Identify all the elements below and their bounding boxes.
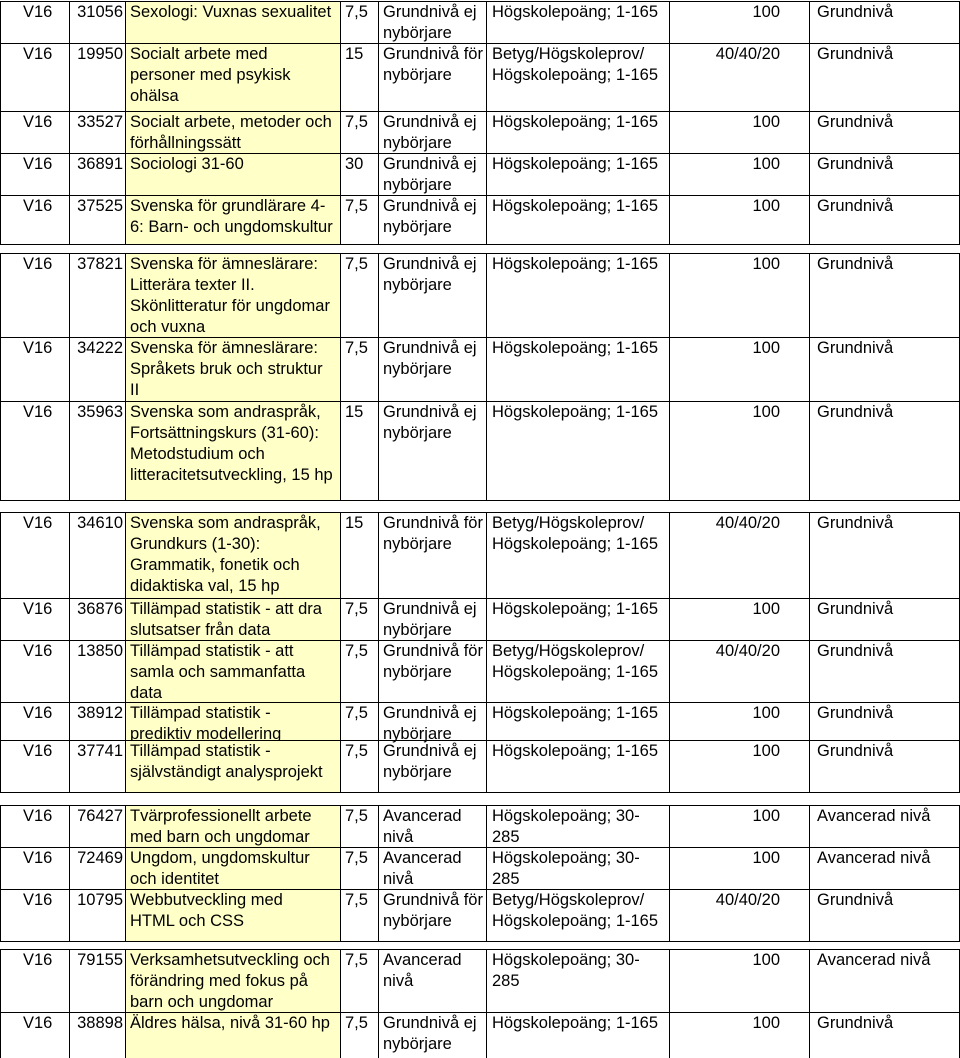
grading-cell-line: Betyg/Högskoleprov/ [492,45,645,63]
term-cell: V16 [0,44,70,112]
level-short-cell: Avancerad nivå [810,848,960,890]
points-cell: 100 [670,1013,810,1058]
term-cell: V16 [0,703,70,741]
course-name-cell-line: Tvärprofessionellt arbete [130,807,312,825]
grading-cell-line: 285 [492,870,520,888]
grading-cell [487,1013,670,1058]
level-cell [379,196,487,244]
course-name-cell [126,848,341,890]
level-cell-line: Avancerad [383,849,462,867]
table-row [0,1,960,44]
course-name-cell-line: Ungdom, ungdomskultur [130,849,310,867]
course-name-cell [126,1013,341,1058]
points-cell: 40/40/20 [670,513,810,599]
level-cell [379,848,487,890]
course-code-cell: 34610 [70,513,126,599]
level-cell-line: nybörjare [383,763,452,781]
course-name-cell-line: II [130,381,140,399]
grading-cell [487,402,670,500]
level-cell-line: Grundnivå för [383,891,483,909]
grading-cell-line: 285 [492,972,520,990]
course-name-cell-line: Svenska för ämneslärare: [130,339,319,357]
points-cell: 100 [670,338,810,402]
course-code-cell: 33527 [70,112,126,154]
level-cell-line: Grundnivå ej [383,600,477,618]
course-name-cell-line: Socialt arbete, metoder och [130,113,332,131]
grading-cell-line: Högskolepoäng; 30- [492,849,640,867]
term-cell: V16 [0,806,70,848]
points-cell: 100 [670,154,810,196]
course-code-cell: 36876 [70,599,126,641]
grading-cell [487,641,670,703]
points-cell: 100 [670,806,810,848]
grading-cell-line: Högskolepoäng; 1-165 [492,403,659,421]
table-row [0,1012,960,1058]
level-cell-line: nybörjare [383,134,452,152]
table-row [0,153,960,196]
course-name-cell-line: förändring med fokus på [130,972,308,990]
level-short-cell: Grundnivå [810,154,960,196]
course-name-cell-line: Svenska som andraspråk, [130,514,321,532]
level-short-cell: Grundnivå [810,1013,960,1058]
term-cell: V16 [0,154,70,196]
course-name-cell [126,338,341,402]
level-cell [379,338,487,402]
grading-cell-line: Högskolepoäng; 1-165 [492,535,659,553]
level-cell-line: Grundnivå för [383,514,483,532]
points-cell: 40/40/20 [670,44,810,112]
course-name-cell [126,599,341,641]
table-row [0,740,960,793]
level-short-cell: Grundnivå [810,513,960,599]
course-name-cell-line: personer med psykisk [130,66,291,84]
level-cell-line: nybörjare [383,424,452,442]
level-cell [379,950,487,1013]
course-name-cell-line: barn och ungdomar [130,993,274,1011]
level-cell-line: Grundnivå för [383,45,483,63]
level-cell-line: nybörjare [383,66,452,84]
credits-cell: 7,5 [341,641,379,703]
level-cell-line: Grundnivå ej [383,3,477,21]
table-row [0,337,960,402]
course-name-cell-line: Grammatik, fonetik och [130,556,300,574]
table-row [0,847,960,890]
points-cell: 100 [670,741,810,792]
grading-cell-line: Högskolepoäng; 1-165 [492,1014,659,1032]
course-name-cell-line: Socialt arbete med [130,45,268,63]
points-cell: 100 [670,599,810,641]
credits-cell: 7,5 [341,890,379,941]
level-cell-line: nybörjare [383,621,452,639]
level-short-cell: Grundnivå [810,338,960,402]
course-name-cell [126,641,341,703]
course-name-cell [126,950,341,1013]
grading-cell [487,703,670,741]
grading-cell [487,599,670,641]
course-code-cell: 72469 [70,848,126,890]
course-name-cell-line: HTML och CSS [130,912,245,930]
course-code-cell: 34222 [70,338,126,402]
level-cell [379,402,487,500]
credits-cell: 7,5 [341,806,379,848]
points-cell: 40/40/20 [670,890,810,941]
level-cell [379,806,487,848]
level-cell-line: Avancerad [383,951,462,969]
grading-cell [487,513,670,599]
course-name-cell-line: Svenska för ämneslärare: [130,255,319,273]
level-cell-line: nybörjare [383,218,452,236]
level-cell-line: Grundnivå ej [383,403,477,421]
grading-cell [487,338,670,402]
credits-cell: 7,5 [341,196,379,244]
credits-cell: 7,5 [341,599,379,641]
term-cell: V16 [0,338,70,402]
level-cell [379,513,487,599]
level-cell-line: Grundnivå ej [383,1014,477,1032]
points-cell: 100 [670,254,810,338]
grading-cell-line: Högskolepoäng; 1-165 [492,339,659,357]
grading-cell-line: Högskolepoäng; 1-165 [492,742,659,760]
course-code-cell: 13850 [70,641,126,703]
course-name-cell-line: Tillämpad statistik - [130,742,271,760]
level-cell-line: Grundnivå ej [383,113,477,131]
course-code-cell: 37525 [70,196,126,244]
term-cell: V16 [0,1013,70,1058]
term-cell: V16 [0,196,70,244]
grading-cell [487,154,670,196]
course-name-cell-line: litteracitetsutveckling, 15 hp [130,466,333,484]
points-cell: 40/40/20 [670,641,810,703]
points-cell: 100 [670,703,810,741]
credits-cell: 7,5 [341,1013,379,1058]
term-cell: V16 [0,641,70,703]
table-row [0,949,960,1013]
level-short-cell: Grundnivå [810,112,960,154]
course-name-cell [126,2,341,44]
grading-cell [487,806,670,848]
term-cell: V16 [0,513,70,599]
level-cell-line: nybörjare [383,24,452,42]
level-cell-line: nybörjare [383,360,452,378]
credits-cell: 7,5 [341,2,379,44]
term-cell: V16 [0,890,70,941]
course-code-cell: 35963 [70,402,126,500]
course-name-cell-line: Verksamhetsutveckling och [130,951,330,969]
course-name-cell [126,254,341,338]
points-cell: 100 [670,112,810,154]
grading-cell [487,196,670,244]
level-cell [379,641,487,703]
grading-cell-line: Högskolepoäng; 30- [492,951,640,969]
course-name-cell-line: Fortsättningskurs (31-60): [130,424,319,442]
level-cell [379,599,487,641]
course-code-cell: 38912 [70,703,126,741]
grading-cell [487,741,670,792]
course-name-cell-line: slutsatser från data [130,621,271,639]
term-cell: V16 [0,599,70,641]
level-cell [379,703,487,741]
course-name-cell-line: samla och sammanfatta [130,663,306,681]
credits-cell: 15 [341,44,379,112]
course-code-cell: 76427 [70,806,126,848]
points-cell: 100 [670,2,810,44]
grading-cell [487,254,670,338]
grading-cell [487,2,670,44]
level-short-cell: Grundnivå [810,2,960,44]
points-cell: 100 [670,196,810,244]
level-cell [379,254,487,338]
course-name-cell-line: och vuxna [130,318,206,336]
level-cell-line: Grundnivå för [383,642,483,660]
table-row [0,111,960,154]
level-cell [379,112,487,154]
course-name-cell-line: Tillämpad statistik - att [130,642,294,660]
level-short-cell: Grundnivå [810,254,960,338]
level-cell [379,2,487,44]
grading-cell-line: Högskolepoäng; 1-165 [492,912,659,930]
table-row [0,195,960,245]
course-name-cell [126,890,341,941]
level-short-cell: Grundnivå [810,402,960,500]
grading-cell-line: Högskolepoäng; 1-165 [492,704,659,722]
table-row [0,401,960,501]
grading-cell [487,848,670,890]
level-short-cell: Avancerad nivå [810,950,960,1013]
grading-cell-line: Högskolepoäng; 1-165 [492,197,659,215]
course-name-cell-line: prediktiv modellering [130,725,282,741]
course-name-cell-line: och identitet [130,870,219,888]
grading-cell-line: Högskolepoäng; 1-165 [492,113,659,131]
level-cell-line: Grundnivå ej [383,255,477,273]
course-name-cell-line: Skönlitteratur för ungdomar [130,297,330,315]
level-cell-line: nybörjare [383,663,452,681]
course-name-cell-line: Sociologi 31-60 [130,155,244,173]
table-row [0,512,960,599]
term-cell: V16 [0,848,70,890]
credits-cell: 7,5 [341,741,379,792]
course-code-cell: 36891 [70,154,126,196]
course-name-cell-line: Litterära texter II. [130,276,255,294]
points-cell: 100 [670,950,810,1013]
level-cell-line: nybörjare [383,1035,452,1053]
term-cell: V16 [0,402,70,500]
course-name-cell-line: Grundkurs (1-30): [130,535,261,553]
grading-cell [487,950,670,1013]
points-cell: 100 [670,848,810,890]
course-name-cell [126,806,341,848]
grading-cell-line: Betyg/Högskoleprov/ [492,514,645,532]
grading-cell-line: Betyg/Högskoleprov/ [492,642,645,660]
course-name-cell [126,44,341,112]
term-cell: V16 [0,254,70,338]
level-cell-line: Grundnivå ej [383,197,477,215]
course-name-cell-line: 6: Barn- och ungdomskultur [130,218,333,236]
level-short-cell: Grundnivå [810,890,960,941]
table-row [0,43,960,112]
table-row [0,889,960,942]
course-name-cell [126,402,341,500]
grading-cell-line: Högskolepoäng; 1-165 [492,255,659,273]
level-cell-line: Grundnivå ej [383,742,477,760]
course-name-cell-line: Tillämpad statistik - att dra [130,600,322,618]
grading-cell-line: Högskolepoäng; 1-165 [492,663,659,681]
level-short-cell: Grundnivå [810,599,960,641]
grading-cell-line: 285 [492,828,520,846]
course-name-cell [126,112,341,154]
course-name-cell-line: med barn och ungdomar [130,828,310,846]
level-short-cell: Grundnivå [810,196,960,244]
course-name-cell-line: Svenska som andraspråk, [130,403,321,421]
level-cell [379,44,487,112]
table-row [0,805,960,848]
term-cell: V16 [0,741,70,792]
course-name-cell-line: ohälsa [130,87,179,105]
course-name-cell-line: Sexologi: Vuxnas sexualitet [130,3,332,21]
course-name-cell-line: förhållningssätt [130,134,241,152]
level-short-cell: Grundnivå [810,641,960,703]
grading-cell-line: Högskolepoäng; 1-165 [492,155,659,173]
course-name-cell [126,741,341,792]
course-name-cell-line: Metodstudium och [130,445,265,463]
term-cell: V16 [0,2,70,44]
credits-cell: 7,5 [341,112,379,154]
level-cell-line: nybörjare [383,176,452,194]
grading-cell [487,112,670,154]
course-name-cell-line: didaktiska val, 15 hp [130,577,280,595]
level-cell-line: nybörjare [383,535,452,553]
course-code-cell: 38898 [70,1013,126,1058]
level-short-cell: Avancerad nivå [810,806,960,848]
credits-cell: 7,5 [341,950,379,1013]
course-name-cell-line: Webbutveckling med [130,891,283,909]
credits-cell: 7,5 [341,848,379,890]
course-code-cell: 37741 [70,741,126,792]
course-name-cell [126,196,341,244]
table-row [0,598,960,641]
course-code-cell: 19950 [70,44,126,112]
level-short-cell: Grundnivå [810,741,960,792]
term-cell: V16 [0,950,70,1013]
table-row [0,640,960,703]
level-cell-line: nybörjare [383,912,452,930]
course-code-cell: 10795 [70,890,126,941]
level-cell-line: nybörjare [383,276,452,294]
level-cell-line: Avancerad [383,807,462,825]
grading-cell [487,44,670,112]
level-cell-line: nivå [383,870,414,888]
credits-cell: 7,5 [341,338,379,402]
level-cell-line: nivå [383,972,414,990]
level-cell-line: Grundnivå ej [383,155,477,173]
course-code-cell: 31056 [70,2,126,44]
course-name-cell [126,703,341,741]
grading-cell-line: Högskolepoäng; 1-165 [492,3,659,21]
course-name-cell [126,513,341,599]
credits-cell: 7,5 [341,254,379,338]
course-name-cell-line: Språkets bruk och struktur [130,360,323,378]
grading-cell-line: Högskolepoäng; 1-165 [492,600,659,618]
level-cell-line: Grundnivå ej [383,339,477,357]
course-name-cell [126,154,341,196]
grading-cell-line: Högskolepoäng; 30- [492,807,640,825]
course-name-cell-line: Äldres hälsa, nivå 31-60 hp [130,1014,330,1032]
level-cell [379,154,487,196]
level-cell [379,1013,487,1058]
grading-cell-line: Högskolepoäng; 1-165 [492,66,659,84]
table-row [0,702,960,741]
level-cell-line: Grundnivå ej [383,704,477,722]
level-cell-line: nybörjare [383,725,452,743]
course-name-cell-line: självständigt analysprojekt [130,763,323,781]
course-code-cell: 37821 [70,254,126,338]
course-code-cell: 79155 [70,950,126,1013]
course-name-cell-line: Svenska för grundlärare 4- [130,197,326,215]
credits-cell: 15 [341,513,379,599]
grading-cell [487,890,670,941]
level-cell [379,741,487,792]
credits-cell: 7,5 [341,703,379,741]
course-name-cell-line: data [130,684,163,702]
term-cell: V16 [0,112,70,154]
level-cell [379,890,487,941]
grading-cell-line: Betyg/Högskoleprov/ [492,891,645,909]
table-row [0,253,960,338]
course-name-cell-line: Tillämpad statistik - [130,704,271,722]
points-cell: 100 [670,402,810,500]
credits-cell: 30 [341,154,379,196]
level-short-cell: Grundnivå [810,703,960,741]
level-cell-line: nivå [383,828,414,846]
credits-cell: 15 [341,402,379,500]
level-short-cell: Grundnivå [810,44,960,112]
